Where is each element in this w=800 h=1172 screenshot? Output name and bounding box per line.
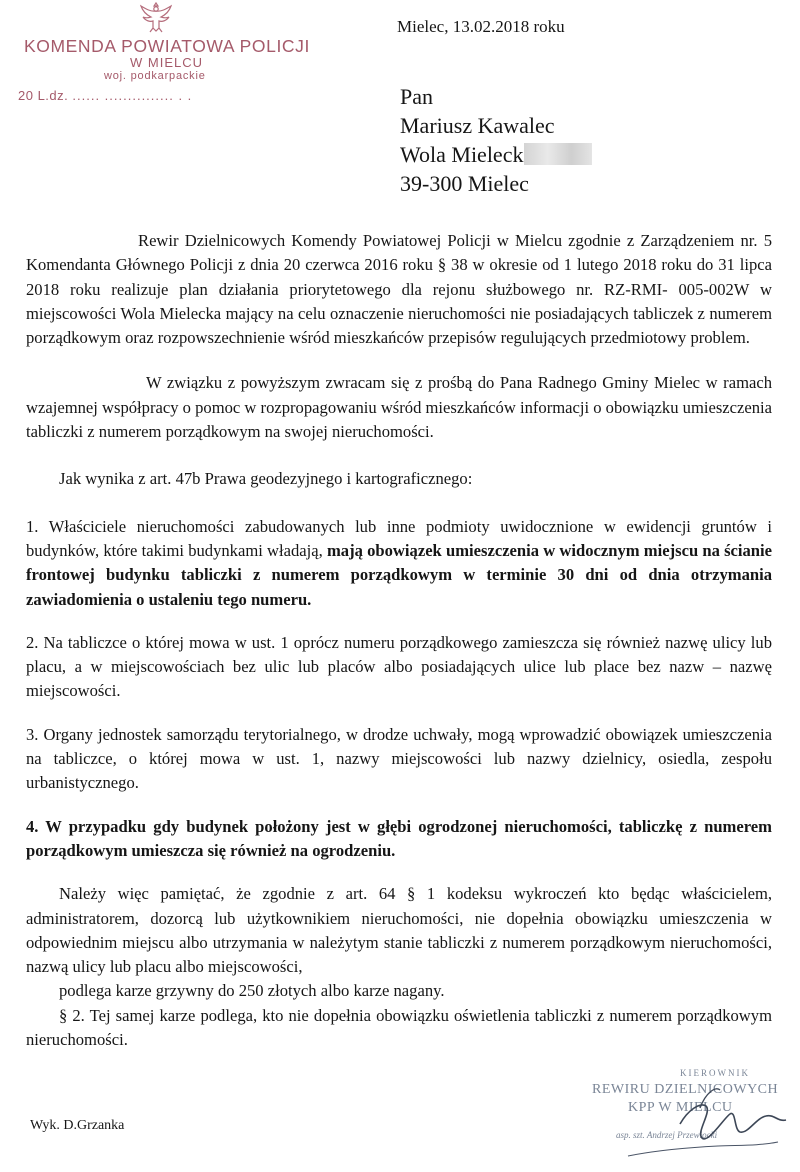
legal-item-2: 2. Na tabliczce o której mowa w ust. 1 oprócz numeru porządkowego zamieszcza się również nazwę ulicy lub placu, a w miejscowościach bez ulic lub placów albo posiadających ulice lub place bez nazw – nazwę miejscowości. bbox=[26, 632, 772, 701]
stamp-line-komenda: KOMENDA POWIATOWA POLICJI bbox=[24, 36, 310, 56]
police-header-stamp bbox=[14, 0, 310, 112]
legal-item-1-bold: mają obowiązek umieszczenia w widocznym miejscu na ścianie frontowej budynku tabliczki z numerem porządkowym w terminie 30 dni od dnia otrzymania zawiadomienia o ustaleniu tego numeru. bbox=[26, 540, 773, 609]
letter-body bbox=[26, 229, 772, 1052]
paragraph-penalty-fine: podlega karze grzywny do 250 złotych albo karze nagany. bbox=[59, 981, 445, 1001]
officer-stamp-city: KPP W MIELCU bbox=[628, 1100, 733, 1115]
paragraph-legal-basis: Jak wynika z art. 47b Prawa geodezyjnego i kartograficznego: bbox=[59, 469, 473, 489]
letter-date: Mielec, 13.02.2018 roku bbox=[397, 17, 565, 36]
recipient-address bbox=[400, 82, 592, 198]
recipient-postal: 39-300 Mielec bbox=[400, 171, 529, 196]
paragraph-intro: Rewir Dzielnicowych Komendy Powiatowej Policji w Mielcu zgodnie z Zarządzeniem nr. 5 Komendanta Głównego Policji z dnia 20 czerwca 2016 roku § 38 w okresie od 1 lutego 2018 roku do 31 lipca 2018 roku realizuje plan działania priorytetowego dla rejonu służbowego nr. RZ-RMI- 005-002W w miejscowości Wola Mielecka mający na celu oznaczenie nieruchomości nie posiadających tabliczek z numerem porządkowym oraz rozpowszechnienie wśród mieszkańców przepisów regulujących przedmiotowy problem. bbox=[26, 231, 772, 348]
officer-stamp-unit: REWIRU DZIELNICOWYCH bbox=[592, 1082, 779, 1097]
recipient-address-line bbox=[400, 140, 592, 169]
legal-item-1 bbox=[26, 515, 772, 612]
legal-item-1-text: 1. Właściciele nieruchomości zabudowanych lub inne podmioty uwidocznione w ewidencji gruntów i budynków, które takimi budynkami władają, bbox=[26, 516, 772, 560]
stamp-line-city: W MIELCU bbox=[130, 55, 203, 70]
recipient-locality: Wola Mieleck bbox=[400, 142, 524, 167]
stamp-line-reference bbox=[18, 88, 192, 103]
author-initials: Wyk. D.Grzanka bbox=[30, 1118, 125, 1133]
recipient-salutation: Pan bbox=[400, 84, 433, 109]
recipient-name: Mariusz Kawalec bbox=[400, 113, 555, 138]
signature-icon bbox=[588, 1062, 800, 1170]
paragraph-penalty: Należy więc pamiętać, że zgodnie z art. 64 § 1 kodeksu wykroczeń kto będąc właścicielem, administratorem, dozorcą lub użytkownikiem nieruchomości, nie dopełnia obowiązku umieszczenia w odpowiednim miejscu albo utrzymania w należytym stanie tabliczki z numerem porządkowym nieruchomości, nazwą ulicy lub placu albo miejscowości, bbox=[26, 884, 772, 977]
officer-stamp bbox=[588, 1062, 800, 1170]
reference-prefix: 20 L.dz. bbox=[18, 88, 69, 103]
officer-stamp-name: asp. szt. Andrzej Przewłocki bbox=[616, 1130, 718, 1140]
officer-stamp-title: KIEROWNIK bbox=[680, 1068, 750, 1078]
eagle-emblem-icon bbox=[136, 0, 176, 34]
legal-item-3: 3. Organy jednostek samorządu terytorialnego, w drodze uchwały, mogą wprowadzić obowiązek umieszczenia na tabliczce, o której mowa w ust. 1, nazwy miejscowości lub nazwy dzielnicy, osiedla, zespołu urbanistycznego. bbox=[26, 724, 772, 793]
paragraph-request: W związku z powyższym zwracam się z prośbą do Pana Radnego Gminy Mielec w ramach wzajemnej współpracy o pomoc w rozpropagowaniu wśród mieszkańców informacji o obowiązku umieszczenia tabliczki z numerem porządkowym na swojej nieruchomości. bbox=[26, 373, 773, 442]
paragraph-penalty-lighting: § 2. Tej samej karze podlega, kto nie dopełnia obowiązku oświetlenia tabliczki z numerem porządkowym nieruchomości. bbox=[26, 1005, 772, 1050]
stamp-line-voivodeship: woj. podkarpackie bbox=[104, 70, 206, 82]
legal-item-4: 4. W przypadku gdy budynek położony jest w głębi ogrodzonej nieruchomości, tabliczkę z numerem porządkowym umieszcza się również na ogrodzeniu. bbox=[26, 816, 772, 860]
redaction-block bbox=[524, 143, 592, 165]
reference-dots: ...... ............... . . bbox=[72, 88, 193, 103]
